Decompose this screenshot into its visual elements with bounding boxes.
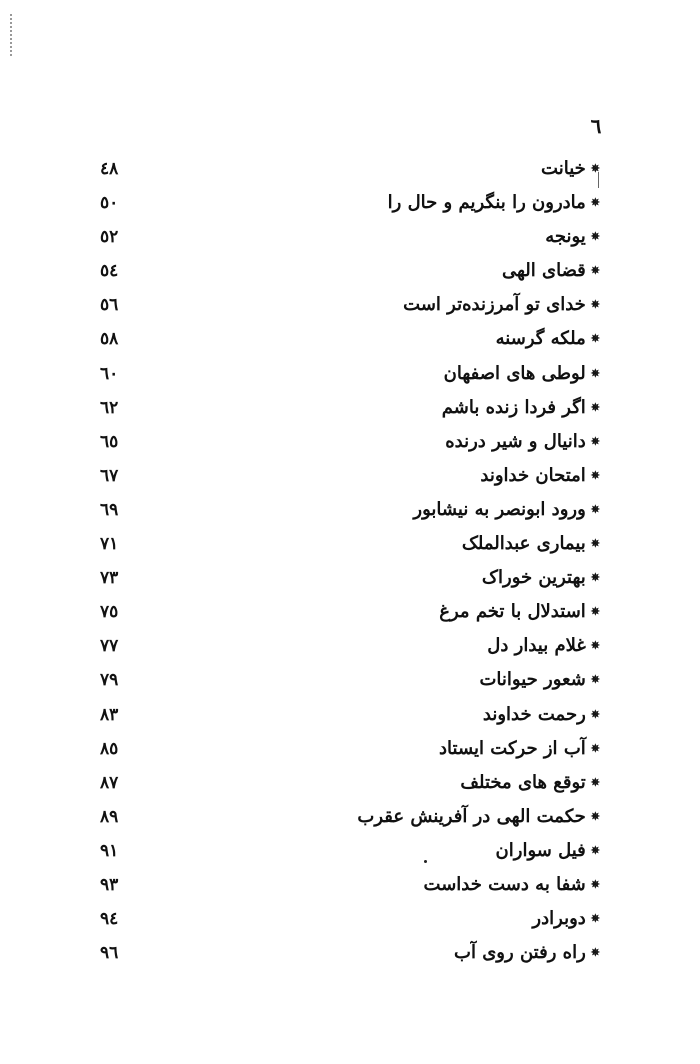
toc-entry-title: [532, 906, 600, 932]
toc-entry: [100, 902, 600, 936]
toc-entry: [100, 288, 600, 322]
toc-entry-text: غلام بیدار دل: [487, 635, 586, 657]
toc-entry-page-number: ٧١: [100, 534, 119, 555]
toc-entry-text: فیل سواران: [495, 839, 586, 861]
bullet-icon: ✵: [590, 537, 600, 551]
bullet-icon: ✵: [590, 741, 600, 755]
bullet-icon: ✵: [590, 877, 600, 891]
toc-entry-text: شفا به دست خداست: [423, 873, 586, 895]
toc-entry-title: [424, 872, 600, 898]
toc-entry-title: [496, 838, 600, 864]
toc-entry-page-number: ٧٥: [100, 602, 119, 623]
toc-entry-page-number: ٦٩: [100, 499, 119, 520]
toc-entry: [100, 459, 600, 493]
page-number: ٦: [590, 114, 602, 138]
toc-entry-text: ملکه گرسنه: [495, 328, 586, 350]
toc-entry-title: [545, 224, 600, 250]
toc-entry-text: حکمت الهی در آفرینش عقرب: [357, 805, 586, 827]
toc-entry-title: [454, 940, 600, 966]
toc-entry: [100, 425, 600, 459]
toc-entry-page-number: ٩٤: [100, 909, 119, 930]
bullet-icon: ✵: [590, 673, 600, 687]
toc-entry-text: امتحان خداوند: [480, 464, 586, 486]
bullet-icon: ✵: [590, 264, 600, 278]
toc-entry: [100, 493, 600, 527]
toc-entry: [100, 868, 600, 902]
bullet-icon: ✵: [590, 912, 600, 926]
toc-entry-title: [502, 258, 600, 284]
table-of-contents: [100, 152, 600, 970]
toc-entry-page-number: ٧٩: [100, 670, 119, 691]
bullet-icon: ✵: [590, 775, 600, 789]
toc-entry-title: [403, 292, 600, 318]
toc-entry-text: اگر فردا زنده باشم: [441, 396, 586, 418]
toc-entry-page-number: ٦٥: [100, 431, 119, 452]
toc-entry: [100, 629, 600, 663]
toc-entry-text: توقع های مختلف: [460, 771, 586, 793]
toc-entry-title: [460, 770, 600, 796]
toc-entry: [100, 698, 600, 732]
bullet-icon: ✵: [590, 707, 600, 721]
toc-entry-title: [482, 565, 600, 591]
toc-entry: [100, 595, 600, 629]
toc-entry: [100, 732, 600, 766]
toc-entry-page-number: ٥٨: [100, 329, 119, 350]
toc-entry-title: [483, 702, 600, 728]
toc-entry: [100, 152, 600, 186]
toc-entry: [100, 322, 600, 356]
toc-entry: [100, 766, 600, 800]
toc-entry: [100, 561, 600, 595]
toc-entry-title: [444, 361, 600, 387]
toc-entry-page-number: ٥٢: [100, 227, 119, 248]
toc-entry-title: [413, 497, 600, 523]
bullet-icon: ✵: [590, 230, 600, 244]
toc-entry-page-number: ٨٥: [100, 738, 119, 759]
bullet-icon: ✵: [590, 400, 600, 414]
bullet-icon: ✵: [590, 196, 600, 210]
toc-entry-text: ورود ابونصر به نیشابور: [413, 498, 586, 520]
toc-entry-text: دوبرادر: [532, 908, 586, 930]
bullet-icon: ✵: [590, 298, 600, 312]
bullet-icon: ✵: [590, 162, 600, 175]
toc-entry: [100, 186, 600, 220]
toc-entry-page-number: ٧٣: [100, 568, 119, 589]
toc-entry-page-number: ٥٠: [100, 193, 119, 214]
toc-entry-page-number: ٦٧: [100, 465, 119, 486]
toc-entry: [100, 527, 600, 561]
toc-entry-page-number: ٨٣: [100, 704, 119, 725]
toc-entry-text: قضای الهی: [501, 260, 586, 282]
bullet-icon: ✵: [590, 366, 600, 380]
toc-entry-page-number: ٩٣: [100, 874, 119, 895]
toc-entry: [100, 254, 600, 288]
toc-entry-text: استدلال با تخم مرغ: [439, 601, 586, 623]
bullet-icon: ✵: [590, 434, 600, 448]
toc-entry-title: [439, 736, 600, 762]
toc-entry-page-number: ٩٦: [100, 943, 119, 964]
toc-entry: [100, 357, 600, 391]
toc-entry-page-number: ٦٠: [100, 363, 119, 384]
toc-entry-title: [442, 395, 600, 421]
toc-entry: [100, 663, 600, 697]
bullet-icon: ✵: [590, 605, 600, 619]
toc-entry: [100, 220, 600, 254]
toc-entry-text: شعور حیوانات: [479, 669, 586, 691]
toc-entry-page-number: ٦٢: [100, 397, 119, 418]
toc-entry: [100, 834, 600, 868]
toc-entry-text: بیماری عبدالملک: [461, 533, 586, 555]
bullet-icon: ✵: [590, 468, 600, 482]
toc-entry-title: [462, 531, 600, 557]
bullet-icon: ✵: [590, 639, 600, 653]
toc-entry-text: دانیال و شیر درنده: [445, 430, 586, 452]
bullet-icon: ✵: [590, 843, 600, 857]
toc-entry-text: آب از حرکت ایستاد: [439, 737, 586, 759]
toc-entry-title: [439, 599, 600, 625]
toc-entry: [100, 800, 600, 834]
toc-entry-page-number: ٨٧: [100, 772, 119, 793]
toc-entry-page-number: ٩١: [100, 840, 119, 861]
bullet-icon: ✵: [590, 502, 600, 516]
toc-entry-title: [480, 463, 600, 489]
toc-entry-text: خدای تو آمرزنده‌تر است: [403, 294, 586, 316]
toc-entry-page-number: ٨٩: [100, 806, 119, 827]
scan-edge-mark: [10, 14, 12, 58]
toc-entry-text: راه رفتن روی آب: [454, 942, 586, 964]
toc-entry-title: [357, 804, 600, 830]
bullet-icon: ✵: [590, 946, 600, 960]
toc-entry-text: یونجه: [545, 226, 586, 248]
toc-entry-page-number: ٤٨: [100, 159, 119, 179]
toc-entry-text: خیانت: [541, 158, 586, 179]
toc-entry: [100, 391, 600, 425]
toc-entry-title: [541, 156, 600, 182]
toc-entry: [100, 936, 600, 970]
bullet-icon: ✵: [590, 809, 600, 823]
toc-entry-title: [388, 190, 600, 216]
toc-entry-title: [487, 633, 600, 659]
bullet-icon: ✵: [590, 332, 600, 346]
toc-entry-page-number: ٧٧: [100, 636, 119, 657]
toc-entry-title: [496, 326, 600, 352]
toc-entry-text: رحمت خداوند: [482, 703, 586, 725]
bullet-icon: ✵: [590, 571, 600, 585]
toc-entry-title: [479, 667, 600, 693]
toc-entry-title: [445, 429, 600, 455]
toc-entry-page-number: ٥٤: [100, 261, 119, 282]
toc-entry-page-number: ٥٦: [100, 295, 119, 316]
toc-entry-text: لوطی های اصفهان: [443, 362, 586, 384]
toc-entry-text: بهترین خوراک: [481, 567, 586, 589]
toc-entry-text: مادرون را بنگریم و حال را: [387, 192, 586, 214]
